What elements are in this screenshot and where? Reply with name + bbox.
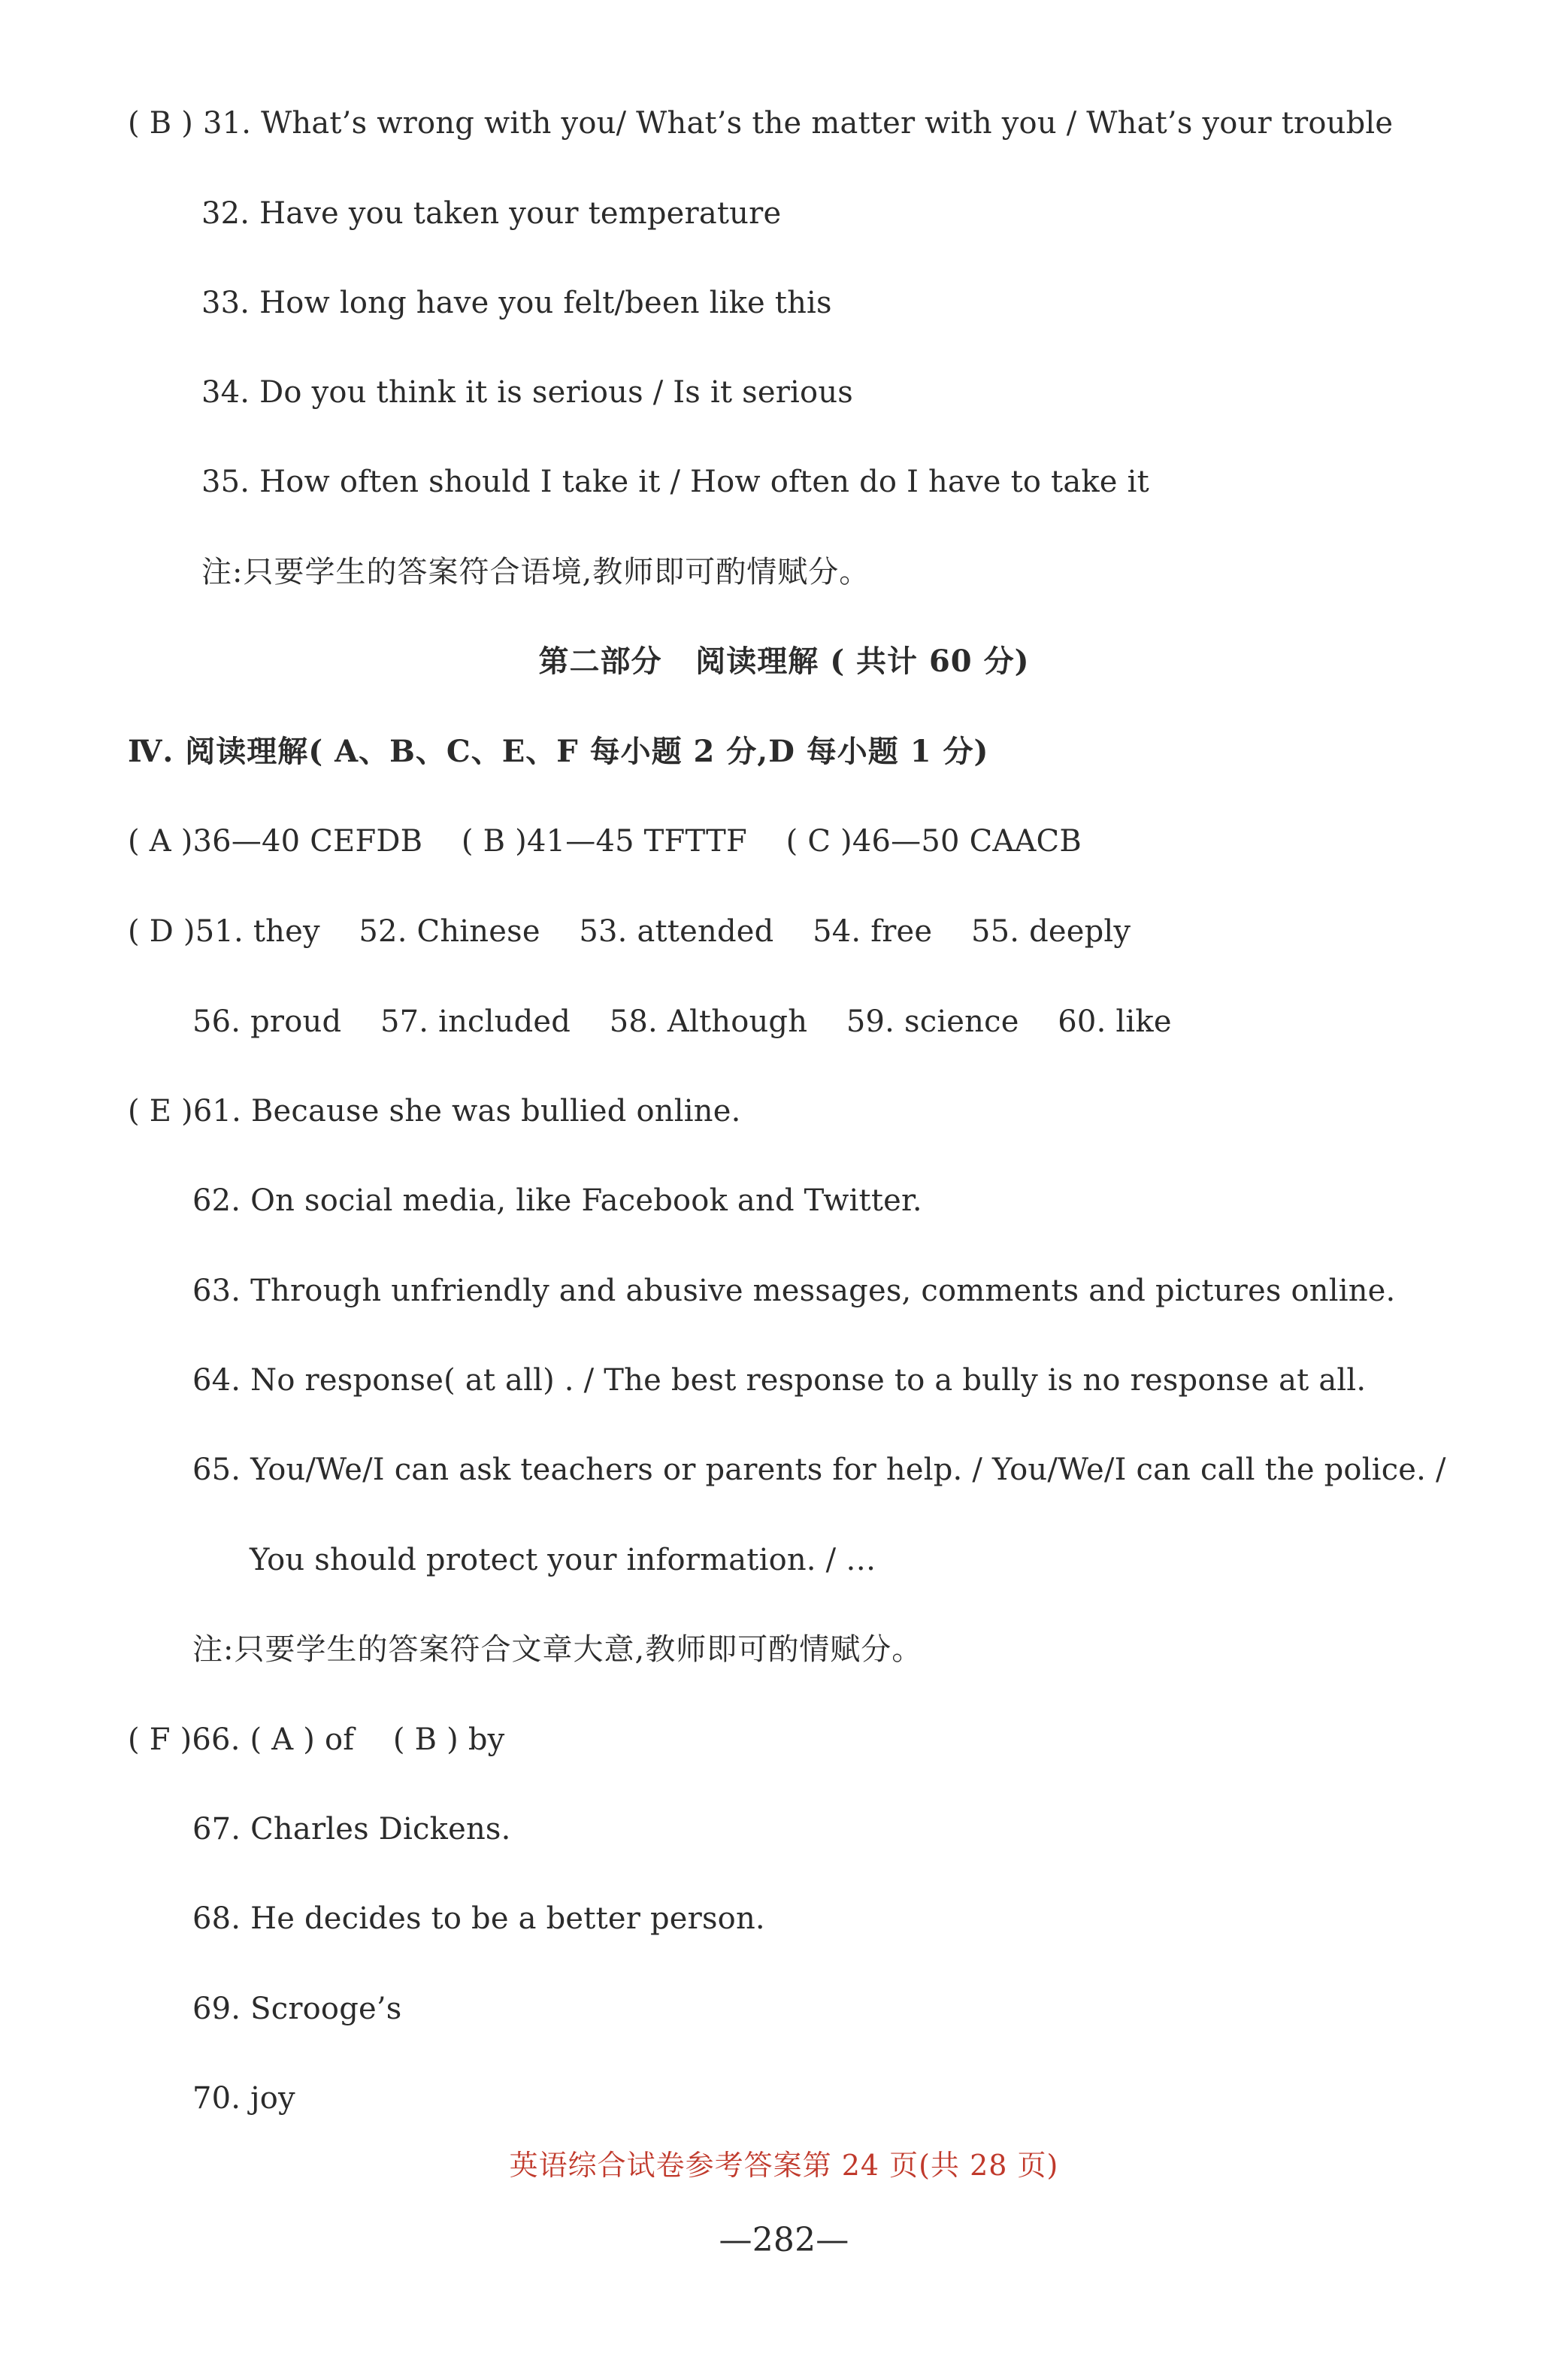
answers-abc: ( A )36—40 CEFDB ( B )41—45 TFTTF ( C )46—50 CAACB — [128, 824, 1082, 859]
answer-32: 32. Have you taken your temperature — [201, 196, 782, 231]
part-two-title: 第二部分 阅读理解 ( 共计 60 分) — [538, 644, 1030, 679]
note-article: 注:只要学生的答案符合文章大意,教师即可酌情赋分。 — [192, 1632, 923, 1667]
reading-heading: Ⅳ. 阅读理解( A、B、C、E、F 每小题 2 分,D 每小题 1 分) — [128, 734, 989, 769]
answers-d-row2: 56. proud 57. included 58. Although 59. science 60. like — [192, 1004, 1172, 1039]
answer-34: 34. Do you think it is serious / Is it serious — [201, 375, 854, 410]
note-context: 注:只要学生的答案符合语境,教师即可酌情赋分。 — [201, 555, 870, 589]
answer-35: 35. How often should I take it / How often do I have to take it — [201, 465, 1149, 499]
answer-61: ( E )61. Because she was bullied online. — [128, 1094, 741, 1129]
answer-64: 64. No response( at all) . / The best response to a bully is no response at all. — [192, 1363, 1367, 1398]
answer-65: 65. You/We/I can ask teachers or parents for help. / You/We/I can call the police. / — [192, 1453, 1446, 1487]
answer-33: 33. How long have you felt/been like this — [201, 286, 832, 320]
answer-62: 62. On social media, like Facebook and Twitter. — [192, 1183, 922, 1218]
answer-65-continued: You should protect your information. / … — [250, 1543, 876, 1577]
footer-caption: 英语综合试卷参考答案第 24 页(共 28 页) — [509, 2149, 1059, 2182]
answer-63: 63. Through unfriendly and abusive messages, comments and pictures online. — [192, 1274, 1396, 1308]
answer-66: ( F )66. ( A ) of ( B ) by — [128, 1722, 505, 1757]
answer-67: 67. Charles Dickens. — [192, 1812, 511, 1847]
answer-70: 70. joy — [192, 2081, 295, 2116]
answer-31: ( B ) 31. What’s wrong with you/ What’s the matter with you / What’s your trouble — [128, 106, 1394, 141]
answer-69: 69. Scrooge’s — [192, 1992, 402, 2026]
answer-68: 68. He decides to be a better person. — [192, 1901, 765, 1936]
answers-d-row1: ( D )51. they 52. Chinese 53. attended 54. free 55. deeply — [128, 914, 1131, 949]
page-number: —282— — [719, 2221, 849, 2259]
